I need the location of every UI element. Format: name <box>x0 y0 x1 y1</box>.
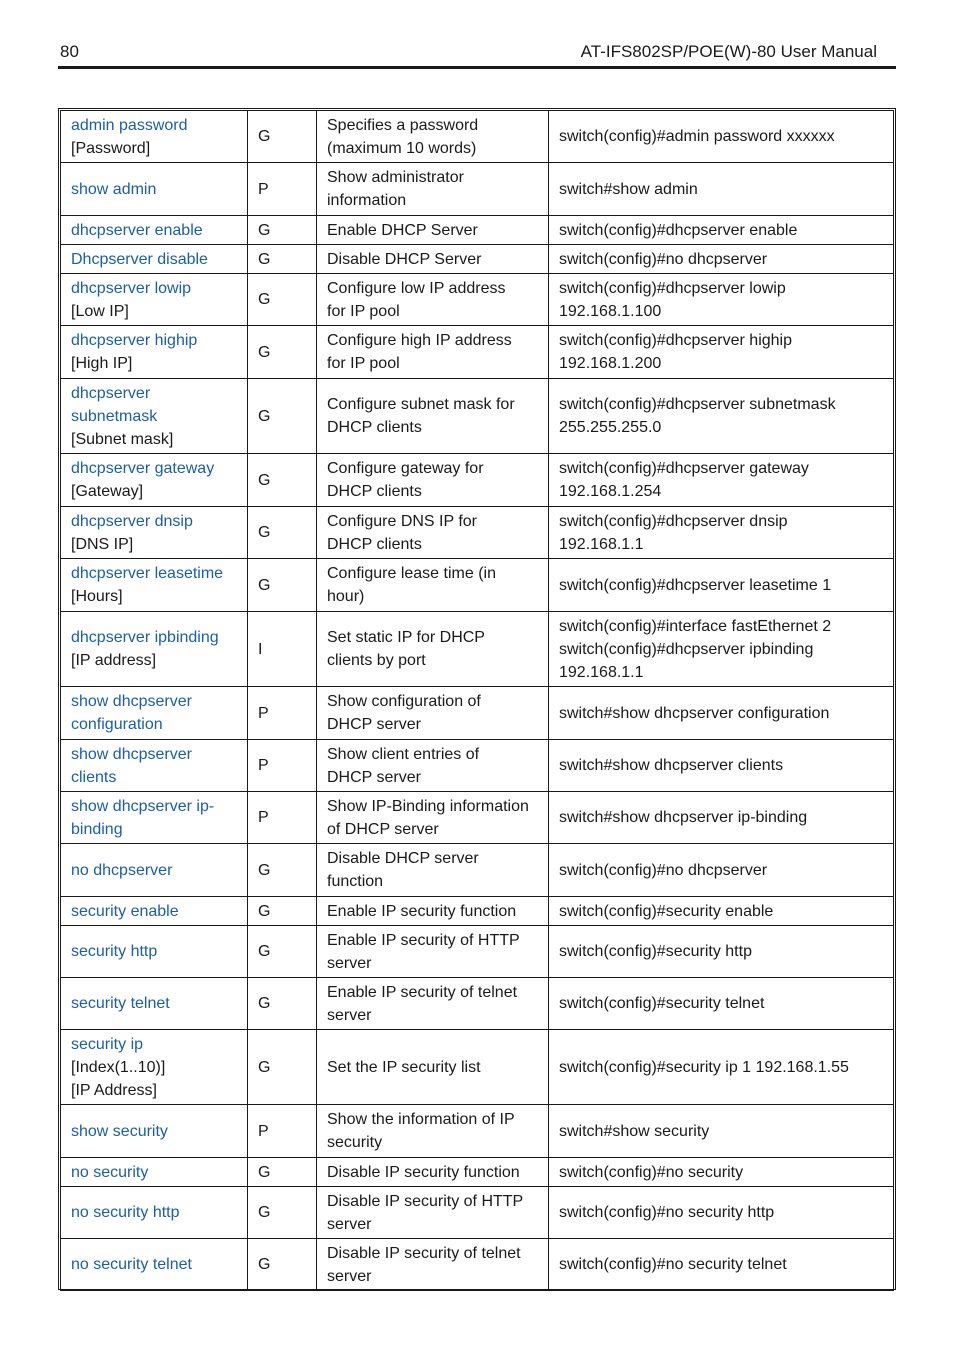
command-cell <box>61 1158 248 1187</box>
command-argument: [Subnet mask] <box>71 430 174 448</box>
command-link[interactable]: no security http <box>71 1204 180 1221</box>
mode-cell: G <box>248 559 317 612</box>
command-table-body <box>61 111 894 1291</box>
mode-cell: P <box>248 792 317 844</box>
command-link[interactable]: dhcpserver highip <box>71 332 198 349</box>
table-row <box>61 1239 894 1291</box>
table-row <box>61 1187 894 1239</box>
page-number: 80 <box>60 42 79 61</box>
table-row <box>61 454 894 507</box>
command-cell <box>61 559 248 612</box>
mode-cell: G <box>248 326 317 379</box>
example-cell: switch#show dhcpserver clients <box>549 740 894 792</box>
command-cell <box>61 111 248 163</box>
command-link[interactable]: dhcpserver enable <box>71 221 203 239</box>
example-cell: switch(config)#security ip 1 192.168.1.55 <box>549 1030 894 1105</box>
command-cell <box>61 687 248 740</box>
table-row <box>61 687 894 740</box>
command-argument: [Gateway] <box>71 483 144 500</box>
example-cell: switch(config)#no dhcpserver <box>549 844 894 897</box>
example-cell: switch(config)#no security http <box>549 1187 894 1239</box>
description-cell: Set the IP security list <box>317 1030 549 1105</box>
description-cell: Configure low IP address for IP pool <box>317 274 549 326</box>
command-link[interactable]: security telnet <box>71 995 170 1012</box>
mode-cell: G <box>248 926 317 978</box>
page-header <box>58 42 896 68</box>
command-link[interactable]: dhcpserver subnetmask <box>71 384 158 425</box>
table-row <box>61 559 894 612</box>
example-cell: switch(config)#interface fastEthernet 2 switch(config)#dhcpserver ipbinding 192.168.1.1 <box>549 612 894 687</box>
mode-cell: G <box>248 897 317 926</box>
command-link[interactable]: no security <box>71 1163 149 1181</box>
table-row <box>61 274 894 326</box>
description-cell: Show administrator information <box>317 163 549 216</box>
command-argument: [IP address] <box>71 652 157 669</box>
table-row <box>61 844 894 897</box>
table-row <box>61 926 894 978</box>
description-cell: Enable DHCP Server <box>317 216 549 245</box>
command-cell <box>61 1239 248 1291</box>
command-cell <box>61 978 248 1030</box>
description-cell: Show client entries of DHCP server <box>317 740 549 792</box>
command-argument: [Hours] <box>71 588 123 605</box>
mode-cell: G <box>248 1030 317 1105</box>
description-cell: Enable IP security function <box>317 897 549 926</box>
description-cell: Disable IP security of HTTP server <box>317 1187 549 1239</box>
command-link[interactable]: no security telnet <box>71 1256 192 1273</box>
mode-cell: G <box>248 379 317 454</box>
command-argument: [Index(1..10)] [IP Address] <box>71 1058 166 1099</box>
mode-cell: G <box>248 1158 317 1187</box>
command-cell <box>61 926 248 978</box>
command-table-frame <box>58 108 896 1290</box>
mode-cell: G <box>248 1187 317 1239</box>
table-row <box>61 245 894 274</box>
example-cell: switch(config)#dhcpserver enable <box>549 216 894 245</box>
command-link[interactable]: security ip <box>71 1035 144 1053</box>
command-link[interactable]: dhcpserver dnsip <box>71 512 193 530</box>
mode-cell: P <box>248 740 317 792</box>
example-cell: switch#show security <box>549 1105 894 1158</box>
table-row <box>61 740 894 792</box>
example-cell: switch(config)#no dhcpserver <box>549 245 894 274</box>
command-table <box>60 110 894 1291</box>
example-cell: switch(config)#admin password xxxxxx <box>549 111 894 163</box>
example-cell: switch(config)#security telnet <box>549 978 894 1030</box>
table-row <box>61 379 894 454</box>
description-cell: Disable IP security function <box>317 1158 549 1187</box>
command-cell <box>61 163 248 216</box>
description-cell: Set static IP for DHCP clients by port <box>317 612 549 687</box>
mode-cell: I <box>248 612 317 687</box>
mode-cell: G <box>248 844 317 897</box>
table-row <box>61 1158 894 1187</box>
mode-cell: G <box>248 216 317 245</box>
example-cell: switch(config)#dhcpserver subnetmask 255.255.255.0 <box>549 379 894 454</box>
command-cell <box>61 1105 248 1158</box>
command-link[interactable]: show dhcpserver clients <box>71 745 192 786</box>
description-cell: Show configuration of DHCP server <box>317 687 549 740</box>
example-cell: switch(config)#dhcpserver lowip 192.168.1.100 <box>549 274 894 326</box>
example-cell: switch#show dhcpserver ip-binding <box>549 792 894 844</box>
command-link[interactable]: security http <box>71 943 158 960</box>
example-cell: switch(config)#dhcpserver dnsip 192.168.1.1 <box>549 507 894 559</box>
mode-cell: G <box>248 978 317 1030</box>
command-cell <box>61 612 248 687</box>
command-cell <box>61 844 248 897</box>
mode-cell: G <box>248 507 317 559</box>
mode-cell: G <box>248 274 317 326</box>
command-cell <box>61 1187 248 1239</box>
example-cell: switch(config)#security http <box>549 926 894 978</box>
description-cell: Disable DHCP Server <box>317 245 549 274</box>
header-rule <box>58 66 896 69</box>
command-link[interactable]: security enable <box>71 902 179 920</box>
description-cell: Configure DNS IP for DHCP clients <box>317 507 549 559</box>
command-link[interactable]: dhcpserver ipbinding <box>71 629 219 646</box>
table-row <box>61 507 894 559</box>
command-link[interactable]: no dhcpserver <box>71 861 173 879</box>
mode-cell: G <box>248 1239 317 1291</box>
example-cell: switch(config)#no security <box>549 1158 894 1187</box>
command-cell <box>61 216 248 245</box>
description-cell: Configure gateway for DHCP clients <box>317 454 549 507</box>
command-link[interactable]: admin password <box>71 116 188 134</box>
example-cell: switch(config)#security enable <box>549 897 894 926</box>
command-cell <box>61 792 248 844</box>
example-cell: switch#show dhcpserver configuration <box>549 687 894 740</box>
mode-cell: P <box>248 687 317 740</box>
command-link[interactable]: show admin <box>71 180 157 198</box>
description-cell: Show the information of IP security <box>317 1105 549 1158</box>
command-link[interactable]: show dhcpserver configuration <box>71 693 192 733</box>
command-cell <box>61 507 248 559</box>
table-row <box>61 326 894 379</box>
table-row <box>61 792 894 844</box>
command-cell <box>61 379 248 454</box>
command-cell <box>61 740 248 792</box>
command-argument: [Low IP] <box>71 302 129 320</box>
command-link[interactable]: dhcpserver gateway <box>71 460 215 477</box>
example-cell: switch(config)#no security telnet <box>549 1239 894 1291</box>
table-row <box>61 163 894 216</box>
command-cell <box>61 245 248 274</box>
command-argument: [Password] <box>71 139 151 157</box>
description-cell: Configure lease time (in hour) <box>317 559 549 612</box>
example-cell: switch(config)#dhcpserver highip 192.168.1.200 <box>549 326 894 379</box>
command-cell <box>61 326 248 379</box>
table-row <box>61 1030 894 1105</box>
example-cell: switch(config)#dhcpserver gateway 192.168.1.254 <box>549 454 894 507</box>
command-argument: [High IP] <box>71 355 133 372</box>
table-row <box>61 216 894 245</box>
manual-title: AT-IFS802SP/POE(W)-80 User Manual <box>580 42 877 61</box>
description-cell: Enable IP security of HTTP server <box>317 926 549 978</box>
table-row <box>61 612 894 687</box>
table-row <box>61 897 894 926</box>
command-cell <box>61 274 248 326</box>
mode-cell: G <box>248 454 317 507</box>
mode-cell: P <box>248 1105 317 1158</box>
mode-cell: G <box>248 245 317 274</box>
command-link[interactable]: Dhcpserver disable <box>71 250 208 268</box>
description-cell: Enable IP security of telnet server <box>317 978 549 1030</box>
command-cell <box>61 897 248 926</box>
command-cell <box>61 454 248 507</box>
example-cell: switch#show admin <box>549 163 894 216</box>
command-link[interactable]: show dhcpserver ip- binding <box>71 797 215 838</box>
table-row <box>61 978 894 1030</box>
description-cell: Disable IP security of telnet server <box>317 1239 549 1291</box>
table-row <box>61 111 894 163</box>
command-link[interactable]: show security <box>71 1122 168 1140</box>
command-argument: [DNS IP] <box>71 535 134 553</box>
mode-cell: P <box>248 163 317 216</box>
description-cell: Specifies a password (maximum 10 words) <box>317 111 549 163</box>
mode-cell: G <box>248 111 317 163</box>
description-cell: Disable DHCP server function <box>317 844 549 897</box>
example-cell: switch(config)#dhcpserver leasetime 1 <box>549 559 894 612</box>
description-cell: Configure high IP address for IP pool <box>317 326 549 379</box>
command-cell <box>61 1030 248 1105</box>
table-row <box>61 1105 894 1158</box>
command-link[interactable]: dhcpserver leasetime <box>71 565 224 582</box>
description-cell: Configure subnet mask for DHCP clients <box>317 379 549 454</box>
description-cell: Show IP-Binding information of DHCP server <box>317 792 549 844</box>
command-link[interactable]: dhcpserver lowip <box>71 279 192 297</box>
